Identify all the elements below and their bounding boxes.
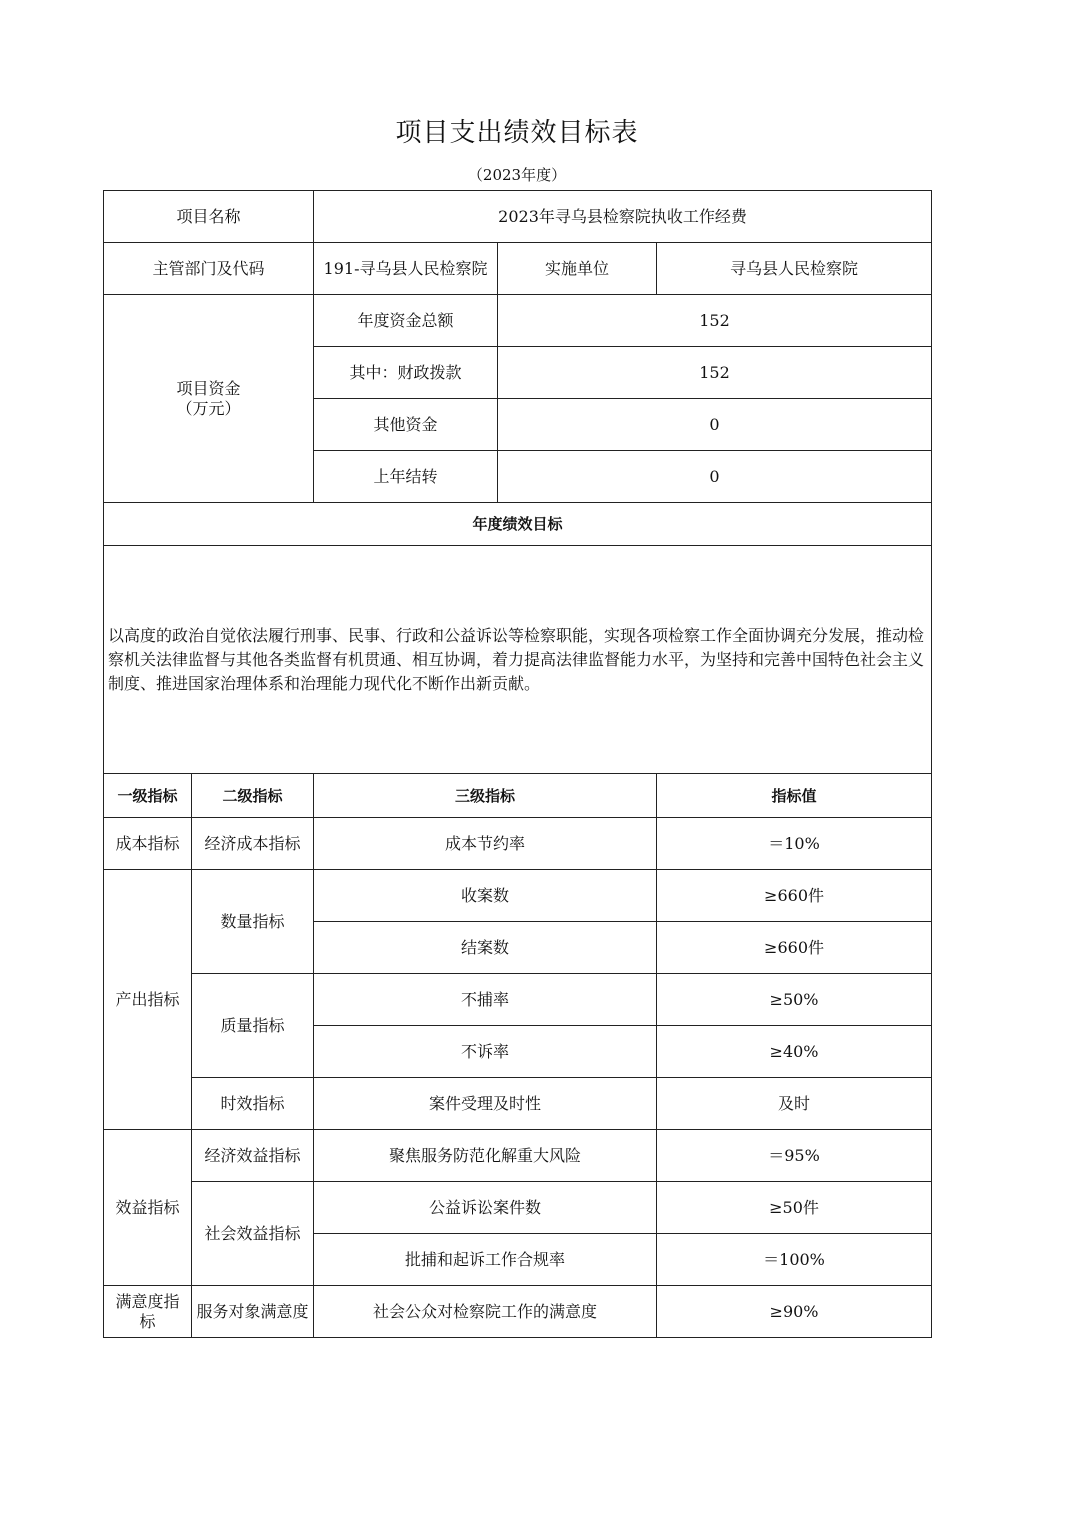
performance-target-table (103, 190, 932, 1338)
level2-cell: 经济成本指标 (192, 818, 314, 870)
implementing-unit-value: 寻乌县人民检察院 (657, 243, 932, 295)
page-title: 项目支出绩效目标表 (395, 118, 639, 148)
goal-text-row (104, 546, 932, 774)
value-cell: 及时 (657, 1078, 932, 1130)
department-row (104, 243, 932, 295)
fund-value: 0 (498, 399, 932, 451)
project-funds-label-line2: （万元） (176, 398, 241, 418)
fund-value: 0 (498, 451, 932, 503)
value-cell: ≥40% (657, 1026, 932, 1078)
level3-cell: 公益诉讼案件数 (314, 1182, 657, 1234)
implementing-unit-label: 实施单位 (498, 243, 657, 295)
project-name-value: 2023年寻乌县检察院执收工作经费 (314, 191, 932, 243)
level2-cell: 质量指标 (192, 974, 314, 1078)
level2-cell: 服务对象满意度 (192, 1286, 314, 1338)
project-funds-label-line1: 项目资金 (176, 378, 241, 398)
fund-label: 上年结转 (314, 451, 498, 503)
project-name-row (104, 191, 932, 243)
level3-cell: 聚焦服务防范化解重大风险 (314, 1130, 657, 1182)
value-cell: ＝100% (657, 1234, 932, 1286)
fund-value: 152 (498, 295, 932, 347)
table-row (104, 1182, 932, 1234)
level2-cell: 社会效益指标 (192, 1182, 314, 1286)
value-cell: ≥90% (657, 1286, 932, 1338)
value-cell: ≥660件 (657, 870, 932, 922)
fund-label: 其他资金 (314, 399, 498, 451)
table-row (104, 1130, 932, 1182)
table-row (104, 870, 932, 922)
table-row (104, 1078, 932, 1130)
header-level2: 二级指标 (192, 774, 314, 818)
level1-cell: 满意度指标 (104, 1286, 192, 1338)
value-cell: ≥50% (657, 974, 932, 1026)
value-cell: ≥50件 (657, 1182, 932, 1234)
project-name-label: 项目名称 (104, 191, 314, 243)
header-value: 指标值 (657, 774, 932, 818)
level3-cell: 不诉率 (314, 1026, 657, 1078)
department-label: 主管部门及代码 (104, 243, 314, 295)
level3-cell: 不捕率 (314, 974, 657, 1026)
level3-cell: 成本节约率 (314, 818, 657, 870)
table-row (104, 974, 932, 1026)
goal-header-row (104, 503, 932, 546)
table-row (104, 818, 932, 870)
header-level1: 一级指标 (104, 774, 192, 818)
level3-cell: 社会公众对检察院工作的满意度 (314, 1286, 657, 1338)
fund-label: 年度资金总额 (314, 295, 498, 347)
level1-cell: 成本指标 (104, 818, 192, 870)
value-cell: ＝10% (657, 818, 932, 870)
level2-cell: 数量指标 (192, 870, 314, 974)
department-value: 191-寻乌县人民检察院 (314, 243, 498, 295)
annual-goal-text: 以高度的政治自觉依法履行刑事、民事、行政和公益诉讼等检察职能，实现各项检察工作全面协调充分发展，推动检察机关法律监督与其他各类监督有机贯通、相互协调，着力提高法律监督能力水平，为坚持和完善中国特色社会主义制度、推进国家治理体系和治理能力现代化不断作出新贡献。 (104, 546, 932, 774)
level3-cell: 批捕和起诉工作合规率 (314, 1234, 657, 1286)
fiscal-year: （2023年度） (467, 166, 567, 184)
table-row (104, 1286, 932, 1338)
fund-value: 152 (498, 347, 932, 399)
level3-cell: 收案数 (314, 870, 657, 922)
level2-cell: 时效指标 (192, 1078, 314, 1130)
value-cell: ＝95% (657, 1130, 932, 1182)
level1-cell: 效益指标 (104, 1130, 192, 1286)
level3-cell: 结案数 (314, 922, 657, 974)
level2-cell: 经济效益指标 (192, 1130, 314, 1182)
header-level3: 三级指标 (314, 774, 657, 818)
value-cell: ≥660件 (657, 922, 932, 974)
indicator-header-row (104, 774, 932, 818)
fund-label: 其中：财政拨款 (314, 347, 498, 399)
project-funds-label (104, 295, 314, 503)
annual-goal-header: 年度绩效目标 (104, 503, 932, 546)
level3-cell: 案件受理及时性 (314, 1078, 657, 1130)
fund-row (104, 295, 932, 347)
level1-cell: 产出指标 (104, 870, 192, 1130)
